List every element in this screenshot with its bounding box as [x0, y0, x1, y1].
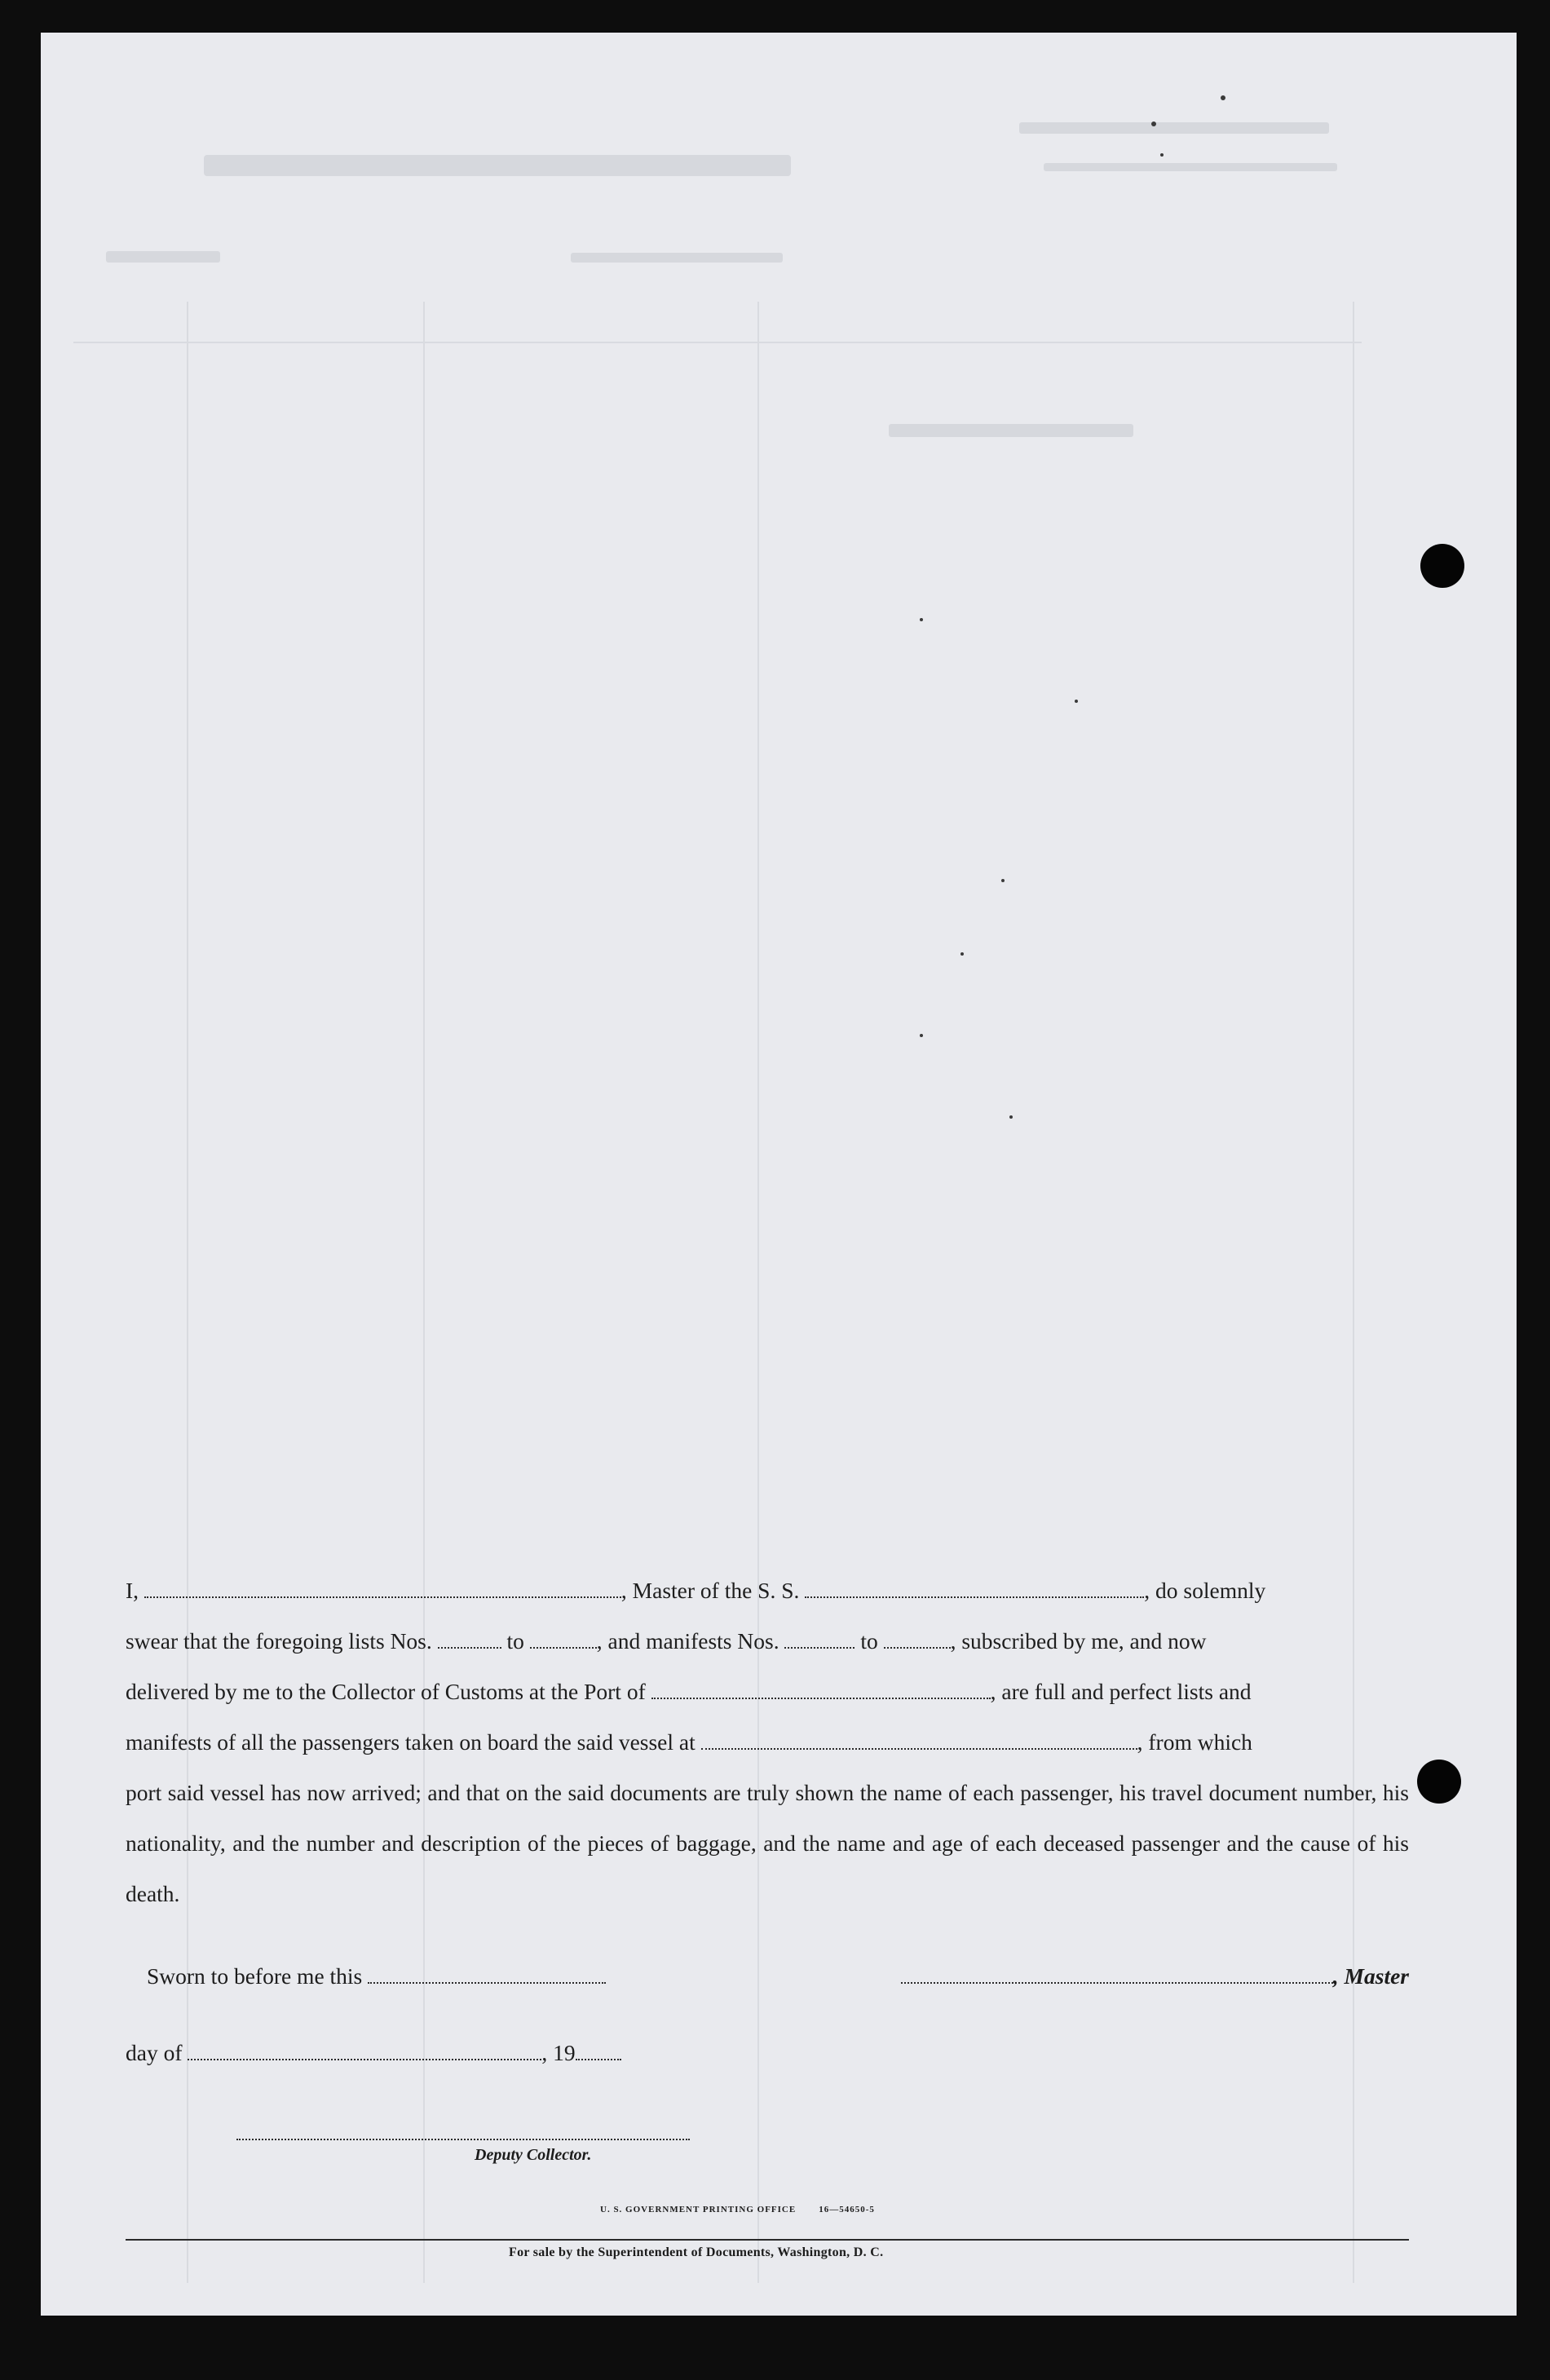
sworn-day-field[interactable] [368, 1964, 606, 1984]
lists-from-field[interactable] [438, 1629, 501, 1649]
swear-lists-label: swear that the foregoing lists Nos. [126, 1628, 432, 1654]
port-of-departure-field[interactable] [701, 1730, 1137, 1750]
master-of-label: , Master of the S. S. [620, 1578, 800, 1603]
sworn-row [147, 1963, 1409, 1989]
are-full-label: , are full and perfect lists and [990, 1679, 1252, 1704]
oath-paragraph [126, 1565, 1409, 1919]
subscribed-label: , subscribed by me, and now [950, 1628, 1207, 1654]
document-page [41, 33, 1517, 2316]
year-prefix-label: , 19 [541, 2040, 576, 2065]
oath-line-4 [126, 1717, 1409, 1768]
punch-hole-bottom [1417, 1760, 1461, 1804]
manifests-all-label: manifests of all the passengers taken on board the said vessel at [126, 1729, 696, 1755]
punch-hole-top [1420, 544, 1464, 588]
master-signature-field[interactable] [901, 1964, 1333, 1984]
printing-office-imprint [600, 2205, 875, 2214]
and-manifests-label: , and manifests Nos. [596, 1628, 779, 1654]
date-row [126, 2040, 621, 2066]
lists-to-field[interactable] [530, 1629, 597, 1649]
month-field[interactable] [188, 2041, 541, 2060]
manifests-to-field[interactable] [884, 1629, 951, 1649]
oath-line-3 [126, 1667, 1409, 1717]
year-field[interactable] [576, 2041, 621, 2060]
form-number: 16—54650-5 [819, 2205, 875, 2214]
master-signature-label: , Master [1332, 1963, 1409, 1989]
to-label-1: to [506, 1628, 524, 1654]
oath-remainder: port said vessel has now arrived; and that on the said documents are truly shown the name of each passenger, his travel document number, his nationality, and the number and description of the pieces of baggage, and the name and age of each deceased passenger and the cause of his death. [126, 1780, 1409, 1906]
master-signature-block [901, 1963, 1409, 1989]
from-which-label: , from which [1137, 1729, 1252, 1755]
gpo-label: U. S. GOVERNMENT PRINTING OFFICE [600, 2205, 797, 2214]
deputy-collector-label: Deputy Collector. [475, 2146, 592, 2164]
delivered-label: delivered by me to the Collector of Customs at the Port of [126, 1679, 646, 1704]
to-label-2: to [860, 1628, 878, 1654]
oath-line-1 [126, 1565, 1409, 1616]
day-of-label: day of [126, 2040, 183, 2065]
deputy-signature-line[interactable] [236, 2139, 690, 2140]
footer-rule [126, 2239, 1409, 2241]
do-solemnly-label: , do solemnly [1144, 1578, 1266, 1603]
oath-i-label: I, [126, 1578, 139, 1603]
vessel-name-field[interactable] [805, 1579, 1144, 1598]
sworn-label: Sworn to before me this [147, 1963, 363, 1989]
oath-line-2 [126, 1616, 1409, 1667]
master-name-field[interactable] [144, 1579, 621, 1598]
manifests-from-field[interactable] [784, 1629, 854, 1649]
port-of-arrival-field[interactable] [651, 1680, 991, 1699]
sale-notice: For sale by the Superintendent of Documents, Washington, D. C. [509, 2245, 884, 2259]
